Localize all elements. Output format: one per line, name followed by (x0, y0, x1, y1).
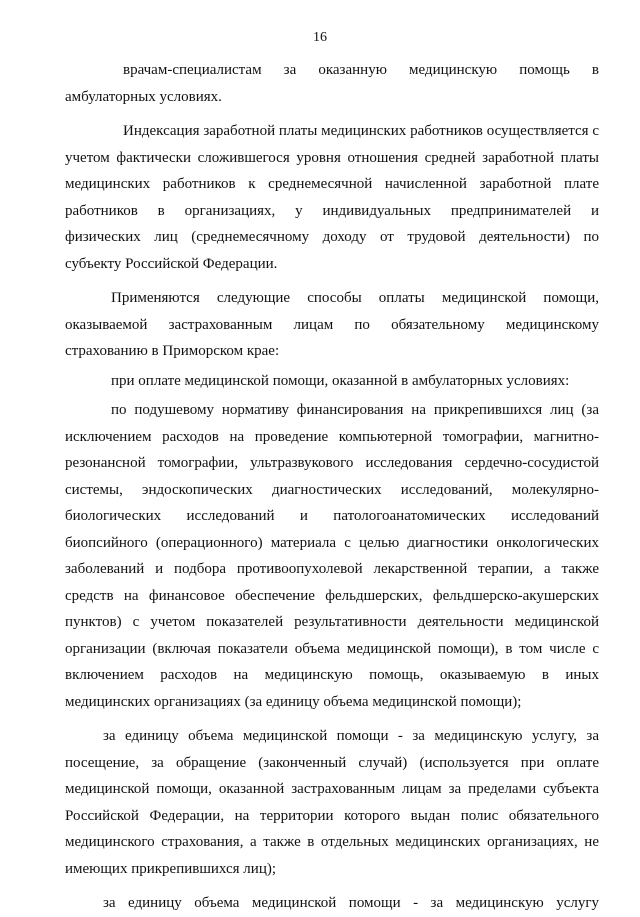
text-line: заболеваний и подбора противоопухолевой лекарственной терапии, а также (65, 561, 599, 577)
text-line: по подушевому нормативу финансирования на прикрепившихся лиц (за (111, 402, 599, 418)
text-line: Применяются следующие способы оплаты медицинской помощи, (111, 290, 599, 306)
text-line: организации (включая показатели объема медицинской помощи), в том числе с (65, 640, 599, 657)
paragraph (65, 890, 599, 917)
paragraph (65, 285, 599, 365)
paragraph-gap (65, 715, 599, 723)
text-line: медицинских организациях (за единицу объема медицинской помощи); (65, 693, 522, 710)
text-line: работников в организациях, у индивидуальных предпринимателей и (65, 202, 599, 219)
document-body (65, 57, 599, 917)
text-line: учетом фактически сложившегося уровня отношения средней заработной платы (65, 149, 599, 166)
text-line: имеющих прикрепившихся лиц); (65, 860, 277, 877)
text-line: за единицу объема медицинской помощи - за медицинскую услугу (103, 895, 599, 911)
text-line: за единицу объема медицинской помощи - за медицинскую услугу, за (103, 728, 599, 744)
text-line: системы, эндоскопических диагностических исследований, молекулярно- (65, 481, 599, 498)
text-line: исключением расходов на проведение компьютерной томографии, магнитно- (65, 428, 599, 445)
text-line: оказываемой застрахованным лицам по обязательному медицинскому (65, 316, 599, 333)
paragraph (65, 118, 599, 277)
text-line: включением расходов на медицинскую помощь, оказываемую в иных (65, 667, 599, 683)
text-line: медицинской помощи, оказанной застрахованным лицам за пределами субъекта (65, 781, 599, 797)
text-line: врачам-специалистам за оказанную медицинскую помощь в (123, 62, 599, 78)
text-line: посещение, за обращение (законченный случай) (используется при оплате (65, 754, 599, 771)
text-line: Индексация заработной платы медицинских работников осуществляется с (123, 123, 599, 139)
paragraph-gap (65, 110, 599, 118)
text-line: средств на финансовое обеспечение фельдшерских, фельдшерско-акушерских (65, 587, 599, 604)
text-line: амбулаторных условиях. (65, 88, 222, 105)
page-number: 16 (313, 30, 327, 45)
text-line: резонансной томографии, ультразвукового исследования сердечно-сосудистой (65, 455, 599, 471)
text-line: медицинских работников к среднемесячной начисленной заработной плате (65, 176, 599, 192)
text-line: пунктов) с учетом показателей результативности деятельности медицинской (65, 614, 599, 630)
paragraph (65, 723, 599, 882)
text-line: физических лиц (среднемесячному доходу от трудовой деятельности) по (65, 229, 599, 245)
paragraph (65, 397, 599, 715)
text-line: субъекту Российской Федерации. (65, 255, 278, 272)
paragraph-gap (65, 882, 599, 890)
text-line: Российской Федерации, на территории которого выдан полис обязательного (65, 807, 599, 824)
paragraph (65, 368, 599, 395)
text-line: медицинского страхования, а также в отдельных медицинских организациях, не (65, 834, 599, 850)
text-line: биопсийного (операционного) материала с целью диагностики онкологических (65, 534, 599, 551)
paragraph-gap (65, 277, 599, 285)
text-line: страхованию в Приморском крае: (65, 343, 280, 359)
text-line: биологических исследований и патологоанатомических исследований (65, 508, 599, 524)
paragraph (65, 57, 599, 110)
text-line: при оплате медицинской помощи, оказанной в амбулаторных условиях: (111, 372, 570, 389)
